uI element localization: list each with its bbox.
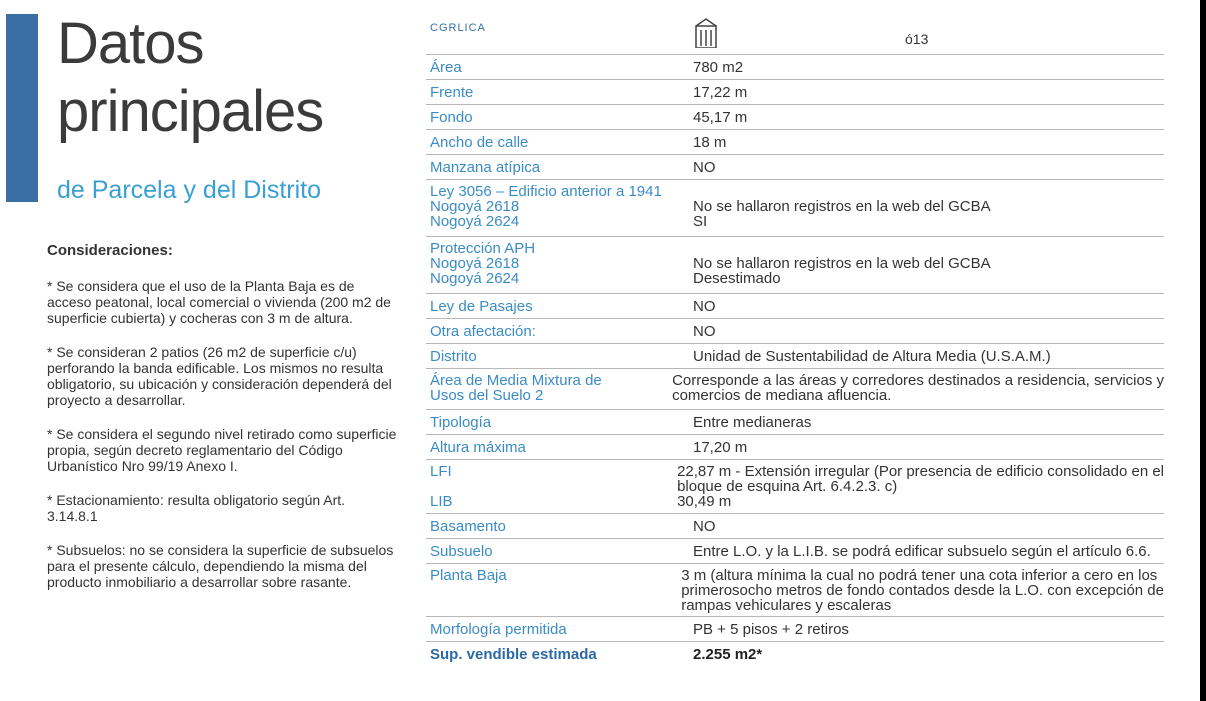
row-label-line: Usos del Suelo 2 (430, 387, 544, 404)
row-value-line: 3 m (altura mínima la cual no podrá tener una cota inferior a cero en los (681, 567, 1158, 584)
row-label-line: Tipología (430, 414, 492, 431)
row-label (426, 110, 693, 129)
row-value-line: SI (693, 213, 708, 230)
row-label (426, 373, 672, 409)
row-value (693, 415, 1164, 434)
row-label (426, 622, 693, 641)
row-value-line: 18 m (693, 134, 727, 151)
row-label (426, 85, 693, 104)
row-label-line: Nogoyá 2624 (430, 213, 520, 230)
row-value (672, 373, 1164, 409)
consideration-paragraph: * Se considera el segundo nivel retirado como superficie propia, según decreto reglamentario del Código Urbanístico Nro 99/19 Anexo I. (47, 426, 397, 474)
table-row (426, 344, 1164, 369)
row-label-line: Manzana atípica (430, 159, 541, 176)
row-value-line (693, 184, 1164, 199)
row-label (426, 647, 693, 669)
row-value-line: Corresponde a las áreas y corredores destinados a residencia, servicios y (672, 372, 1164, 389)
row-value (693, 622, 1164, 641)
row-value-line: rampas vehiculares y escaleras (681, 597, 892, 614)
row-value-line: 45,17 m (693, 109, 748, 126)
table-body (426, 55, 1164, 669)
row-value (693, 160, 1164, 179)
row-label-line: Basamento (430, 518, 506, 535)
row-value (693, 299, 1164, 318)
row-value-line: Entre medianeras (693, 414, 812, 431)
consideration-paragraph: * Estacionamiento: resulta obligatorio según Art. 3.14.8.1 (47, 492, 346, 524)
row-label-line: Fondo (430, 109, 473, 126)
row-value-line: No se hallaron registros en la web del GCBA (693, 255, 991, 272)
table-row (426, 237, 1164, 294)
row-label-line: Ley 3056 – Edificio anterior a 1941 (430, 183, 662, 200)
row-label (426, 241, 693, 293)
row-label (426, 415, 693, 434)
considerations-section (47, 242, 399, 608)
row-value-line: 2.255 m2* (693, 646, 763, 663)
row-label-line: Ancho de calle (430, 134, 529, 151)
row-label (426, 544, 693, 563)
row-value (693, 440, 1164, 459)
table-row (426, 460, 1164, 514)
row-value-line: NO (693, 298, 716, 315)
row-value (693, 184, 1164, 236)
row-value-line: Unidad de Sustentabilidad de Altura Media (U.S.A.M.) (693, 348, 1051, 365)
row-label (426, 299, 693, 318)
row-value-line: bloque de esquina Art. 6.4.2.3. c) (677, 478, 898, 495)
row-value-line: NO (693, 159, 716, 176)
page-subtitle: de Parcela y del Distrito (57, 176, 322, 204)
row-value (693, 647, 1164, 669)
row-label-line: Distrito (430, 348, 477, 365)
table-row (426, 514, 1164, 539)
row-label (426, 160, 693, 179)
row-value (693, 544, 1164, 563)
header-logo-text: CGRLICA (430, 22, 486, 34)
row-value (693, 241, 1164, 293)
row-label-line: Morfología permitida (430, 621, 567, 638)
consideration-paragraph: * Subsuelos: no se considera la superficie de subsuelos para el presente cálculo, dependiendo la misma del producto inmobiliario a desarrollar sobre rasante. (47, 542, 394, 590)
row-label-line: Planta Baja (430, 567, 507, 584)
table-row (426, 180, 1164, 237)
row-label-line: Ley de Pasajes (430, 298, 533, 315)
table-row (426, 130, 1164, 155)
row-label-line (430, 479, 677, 494)
row-label-line: Subsuelo (430, 543, 493, 560)
consideration-paragraph: * Se consideran 2 patios (26 m2 de superficie c/u) perforando la banda edificable. Los mismos no resulta obligatorio, su ubicación y consideración dependerá del proyecto a desarrollar. (47, 344, 392, 408)
row-value-line: 17,20 m (693, 439, 748, 456)
row-label-line: Nogoyá 2618 (430, 198, 520, 215)
row-value (693, 349, 1164, 368)
row-label (426, 349, 693, 368)
row-value (693, 60, 1164, 79)
row-label-line: Área (430, 59, 462, 76)
row-label (426, 60, 693, 79)
row-value (677, 464, 1164, 513)
row-label (426, 135, 693, 154)
row-label (426, 440, 693, 459)
row-value-line: 780 m2 (693, 59, 744, 76)
row-label-line: Área de Media Mixtura de (430, 372, 602, 389)
consideration-paragraph: * Se considera que el uso de la Planta Baja es de acceso peatonal, local comercial o vivienda (200 m2 de superficie cubierta) y cocheras con 3 m de altura. (47, 278, 391, 326)
row-value-line: 22,87 m - Extensión irregular (Por presencia de edificio consolidado en el (677, 463, 1164, 480)
row-value-line: Desestimado (693, 270, 781, 287)
row-label (426, 464, 677, 513)
header-code-text: ó13 (905, 31, 929, 47)
row-label (426, 324, 693, 343)
table-row (426, 294, 1164, 319)
row-label-line: Nogoyá 2618 (430, 255, 520, 272)
row-value-line: No se hallaron registros en la web del GCBA (693, 198, 991, 215)
row-value (693, 110, 1164, 129)
row-value-line: NO (693, 323, 716, 340)
building-logo-icon (694, 18, 718, 48)
table-row (426, 105, 1164, 130)
row-value (693, 135, 1164, 154)
row-value-line: NO (693, 518, 716, 535)
row-label-line: LFI (430, 463, 452, 480)
table-row (426, 539, 1164, 564)
table-row (426, 410, 1164, 435)
page-edge (1200, 0, 1206, 701)
considerations-heading: Consideraciones: (47, 242, 173, 259)
table-row (426, 155, 1164, 180)
row-label-line: LIB (430, 493, 453, 510)
row-label-line: Otra afectación: (430, 323, 536, 340)
table-row (426, 55, 1164, 80)
table-header (426, 12, 1164, 55)
row-value (681, 568, 1164, 616)
data-table (426, 12, 1164, 669)
table-row (426, 564, 1164, 617)
row-label-line: Nogoyá 2624 (430, 270, 520, 287)
row-label (426, 568, 681, 616)
row-value-line: primerosocho metros de fondo contados desde la L.O. con excepción de (681, 582, 1164, 599)
row-label-line: Sup. vendible estimada (430, 646, 597, 663)
row-label (426, 519, 693, 538)
row-value-line: 17,22 m (693, 84, 748, 101)
table-row (426, 369, 1164, 410)
row-label (426, 184, 693, 236)
row-value-line (693, 241, 1164, 256)
row-value (693, 85, 1164, 104)
row-label-line: Frente (430, 84, 474, 101)
row-label-line: Protección APH (430, 240, 536, 257)
row-label-line: Altura máxima (430, 439, 526, 456)
table-row (426, 617, 1164, 642)
table-row (426, 80, 1164, 105)
row-value-line: PB + 5 pisos + 2 retiros (693, 621, 849, 638)
row-value-line: 30,49 m (677, 493, 732, 510)
accent-bar (6, 14, 38, 202)
row-value (693, 324, 1164, 343)
row-value-line: comercios de mediana afluencia. (672, 387, 892, 404)
table-row (426, 642, 1164, 669)
row-value-line: Entre L.O. y la L.I.B. se podrá edificar subsuelo según el artículo 6.6. (693, 543, 1151, 560)
page-title: Datos principales (57, 11, 324, 144)
table-row (426, 435, 1164, 460)
table-row (426, 319, 1164, 344)
row-value (693, 519, 1164, 538)
